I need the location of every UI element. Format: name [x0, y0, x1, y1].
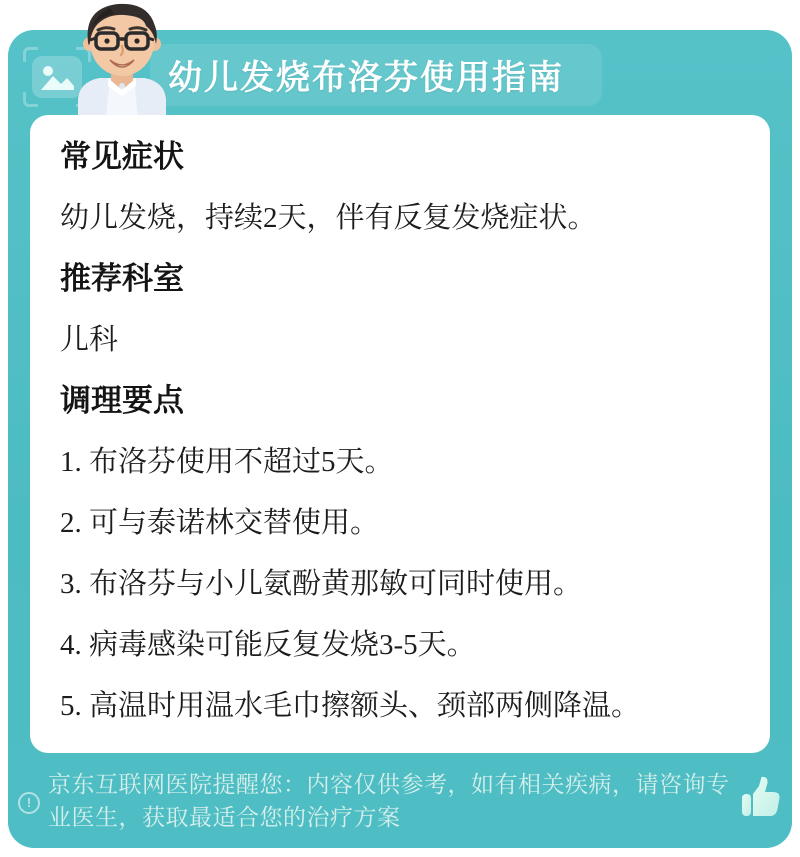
tip-item-2: 2. 可与泰诺林交替使用。 — [60, 507, 380, 539]
tip-item-4: 4. 病毒感染可能反复发烧3-5天。 — [60, 629, 476, 661]
tip-item-1: 1. 布洛芬使用不超过5天。 — [60, 446, 394, 478]
tip-item-5: 5. 高温时用温水毛巾擦额头、颈部两侧降温。 — [60, 690, 641, 722]
disclaimer-text: 京东互联网医院提醒您：内容仅供参考，如有相关疾病，请咨询专业医生，获取最适合您的治疗方案 — [48, 771, 730, 830]
thumbs-up-icon[interactable] — [734, 772, 786, 824]
tip-item-3: 3. 布洛芬与小儿氨酚黄那敏可同时使用。 — [60, 568, 583, 600]
section-heading-symptoms: 常见症状 — [60, 139, 184, 174]
content-card — [30, 115, 770, 753]
section-heading-department: 推荐科室 — [60, 261, 184, 296]
section-heading-tips: 调理要点 — [60, 383, 184, 418]
disclaimer-footer — [16, 768, 784, 834]
page-title: 幼儿发烧布洛芬使用指南 — [168, 59, 564, 97]
symptoms-text: 幼儿发烧，持续2天，伴有反复发烧症状。 — [60, 202, 597, 234]
info-circle-icon: ! — [18, 792, 40, 814]
department-text: 儿科 — [60, 324, 119, 356]
